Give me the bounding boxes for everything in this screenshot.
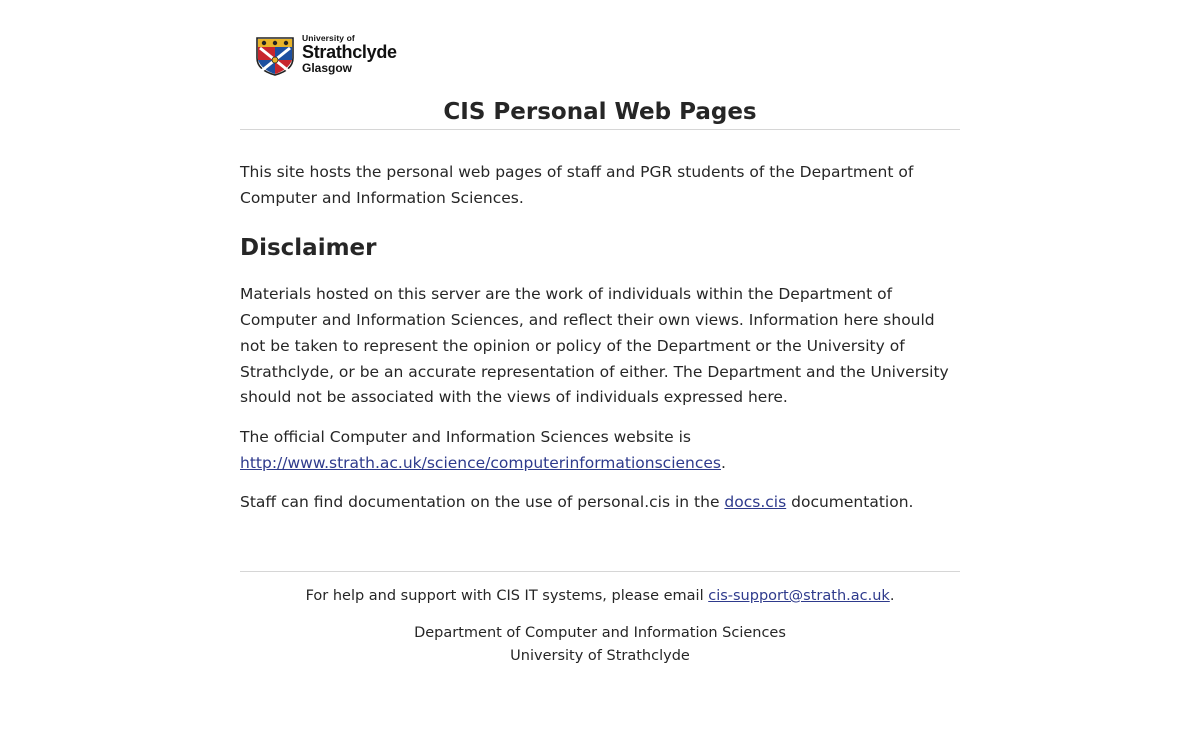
staff-docs-suffix: documentation.	[791, 493, 914, 512]
footer-address	[240, 622, 960, 668]
support-paragraph	[240, 585, 960, 608]
staff-docs-text: Staff can find documentation on the use of personal.cis in the	[240, 493, 720, 512]
university-logo[interactable]	[254, 30, 960, 78]
staff-docs-paragraph	[240, 490, 960, 516]
university-crest-icon	[254, 32, 296, 76]
logo-line-1: University of	[302, 32, 355, 43]
logo-wordmark	[302, 34, 397, 75]
disclaimer-paragraph: Materials hosted on this server are the work of individuals within the Department of Computer and Information Sciences, and reflect their own views. Information here should not be taken to represent the opinion or policy of the Department or the University of Strathclyde, or be an accurate representation of either. The Department and the University should not be associated with the views of individuals expressed here.	[240, 285, 949, 407]
official-website-link[interactable]: http://www.strath.ac.uk/science/computerinformationsciences	[240, 453, 721, 472]
support-email-link[interactable]: cis-support@strath.ac.uk	[708, 588, 890, 605]
intro-paragraph: This site hosts the personal web pages of staff and PGR students of the Department of Computer and Information Sciences.	[240, 163, 914, 207]
logo-line-3: Glasgow	[302, 61, 353, 76]
official-website-paragraph	[240, 425, 960, 476]
docs-cis-link[interactable]: docs.cis	[724, 493, 787, 512]
footer-university: University of Strathclyde	[510, 648, 690, 665]
page-title: CIS Personal Web Pages	[240, 99, 960, 130]
page-container	[240, 0, 960, 668]
footer	[240, 571, 960, 668]
official-website-suffix: .	[721, 453, 726, 472]
footer-department: Department of Computer and Information Sciences	[414, 625, 786, 642]
official-website-text: The official Computer and Information Sciences website is	[240, 427, 691, 446]
logo-line-2: Strathclyde	[302, 42, 397, 63]
disclaimer-heading: Disclaimer	[240, 235, 377, 262]
support-suffix: .	[889, 588, 895, 605]
support-text: For help and support with CIS IT systems, please email	[305, 588, 704, 605]
